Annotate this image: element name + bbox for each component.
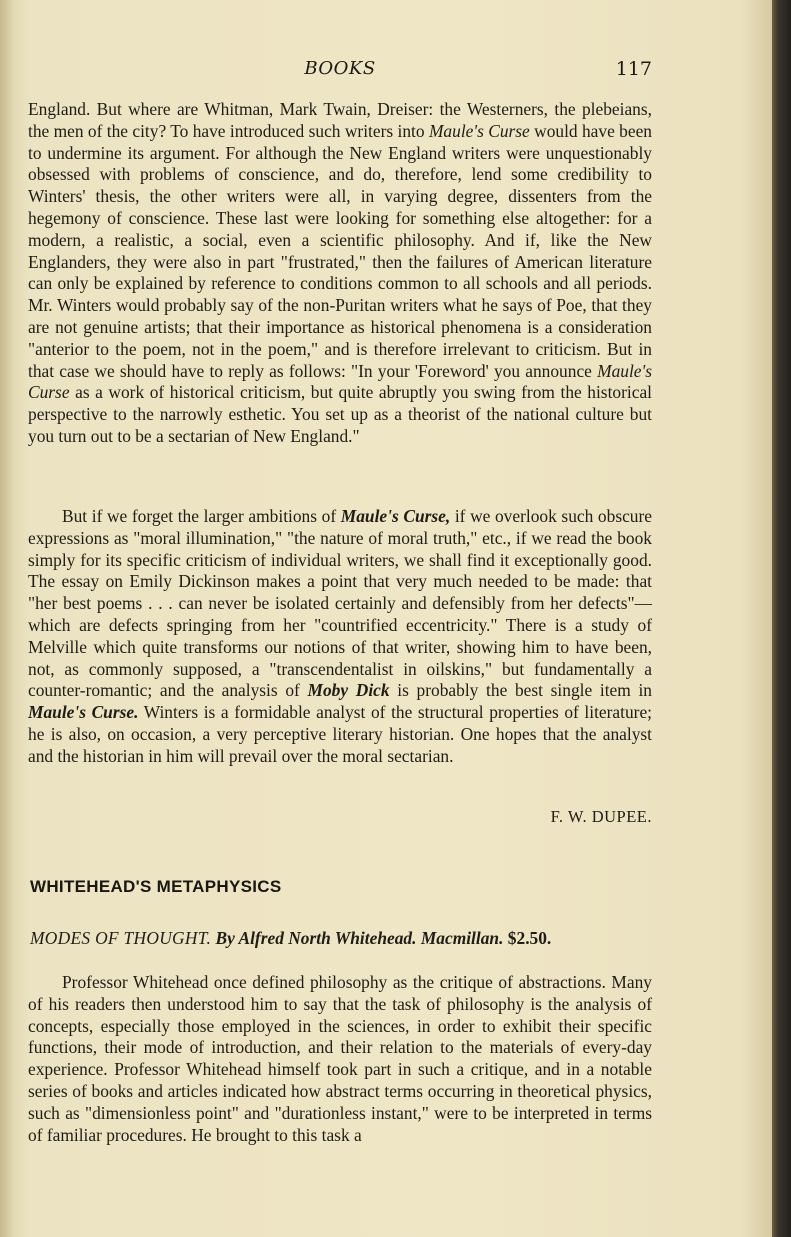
book-author: By Alfred North Whitehead. — [215, 928, 417, 948]
book-citation — [30, 928, 652, 949]
book-spine-edge — [772, 0, 791, 1237]
text-run: But if we forget the larger ambitions of — [62, 506, 341, 526]
review2-paragraph-1 — [28, 972, 652, 1146]
page-header — [28, 58, 652, 82]
text-run: would have been to undermine its argument. For although the New England writers were unquestionably obsessed with problems of conscience, and do, therefore, lend some credibility to Winters' thesis, the other writers were all, in varying degree, dissenters from the hegemony of conscience. These last were looking for something else altogether: for a modern, a realistic, a social, even a scientific philosophy. And if, like the New Englanders, they were also in part "frustrated," then the failures of American literature can only be explained by reference to conditions common to all schools and all periods. Mr. Winters would probably say of the non-Puritan writers what he says of Poe, that they are not genuine artists; that their importance as historical phenomena is a consideration "anterior to the poem, not in the poem," and is therefore irrelevant to criticism. But in that case we should have to reply as follows: "In your 'Foreword' you announce — [28, 120, 652, 381]
reviewer-signature: F. W. DUPEE. — [550, 807, 652, 826]
text-run: if we overlook such obscure expressions as "moral illumination," "the nature of moral truth," etc., if we read the book simply for its specific criticism of individual writers, we shall find it exceptionally good. The essay on Emily Dickinson makes a point that very much needed to be made: that "her best poems . . . can never be isolated certainly and defensibly from her defects"—which are defects springing from her "countrified eccentricity." There is a study of Melville which quite transforms our notions of that writer, showing him to have been, not, as commonly supposed, a "transcendentalist in oilskins," but fundamentally a counter-romantic; and the analysis of — [28, 506, 653, 701]
text-run: is probably the best single item in — [389, 680, 652, 701]
book-title-ref: Maule's Curse — [28, 360, 652, 403]
book-title: MODES OF THOUGHT. — [30, 928, 212, 948]
book-title-ref: Maule's Curse. — [28, 702, 139, 723]
paragraph-text: Professor Whitehead once defined philosophy as the critique of abstractions. Many of his readers then understood him to say that the task of philosophy is the analysis of concepts, especially those employed in the sciences, in order to exhibit their specific functions, their mode of introduction, and their relation to the materials of every-day experience. Professor Whitehead himself took part in such a critique, and in a notable series of books and articles indicated how abstract terms occurring in theoretical physics, such as "dimensionless point" and "durationless instant," were to be interpreted in terms of familiar procedures. He brought to this task a — [28, 972, 652, 1145]
book-title-ref: Maule's Curse, — [340, 506, 451, 526]
book-price: $2.50. — [507, 928, 552, 948]
running-head: BOOKS — [304, 58, 376, 79]
section-heading: WHITEHEAD'S METAPHYSICS — [30, 877, 282, 896]
text-run: Winters is a formidable analyst of the structural properties of literature; he is also, on occasion, a very perceptive literary historian. One hopes that the analyst and the historian in him will prevail over the moral sectarian. — [28, 702, 653, 766]
book-title-ref: Moby Dick — [307, 680, 390, 701]
book-title-ref: Maule's Curse — [428, 120, 530, 141]
review1-paragraph-2 — [28, 506, 652, 768]
page-number: 117 — [615, 58, 652, 80]
book-publisher: Macmillan. — [420, 928, 504, 948]
review1-paragraph-1 — [28, 99, 652, 448]
text-run: as a work of historical criticism, but quite abruptly you swing from the historical perspective to the narrowly esthetic. You set up as a theorist of the national culture but you turn out to be a sectarian of New England." — [28, 382, 652, 446]
text-run: England. But where are Whitman, Mark Twain, Dreiser: the Westerners, the plebeians, the men of the city? To have introduced such writers into — [28, 99, 652, 141]
